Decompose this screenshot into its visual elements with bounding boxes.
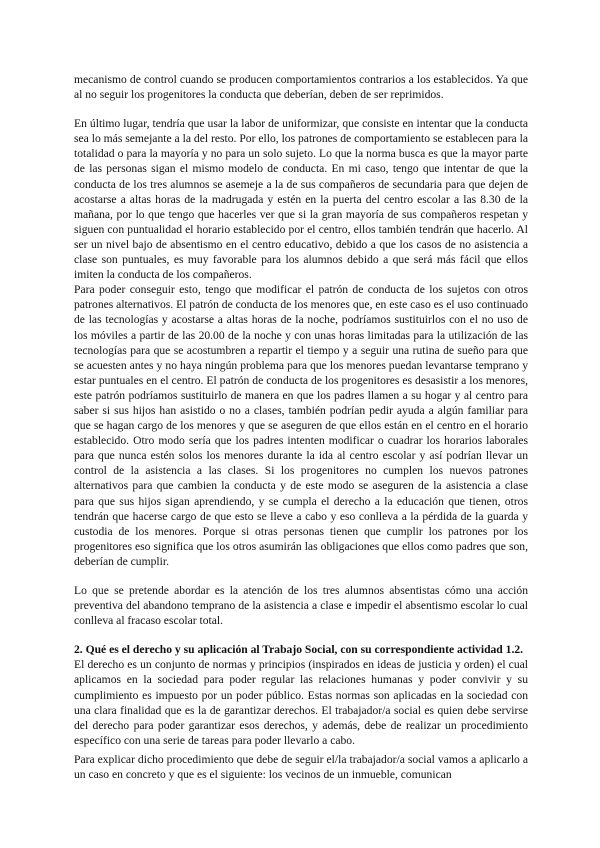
section-heading: 2. Qué es el derecho y su aplicación al Trabajo Social, con su correspondiente actividad 1.2. bbox=[74, 643, 524, 657]
paragraph-3: Para poder conseguir esto, tengo que modificar el patrón de conducta de los sujetos con otros patrones alternativos. El patrón de conducta de los menores que, en este caso es el uso continuado de las tecnologías y acostarse a altas horas de la noche, podríamos sustituirlos con el no uso de los móviles a partir de las 20.00 de la noche y con unas horas limitadas para la utilización de las tecnologías para que se acostumbren a repartir el tiempo y a seguir una rutina de sueño para que se acuesten antes y no haya ningún problema para que los menores puedan levantarse temprano y estar puntuales en el centro. El patrón de conducta de los progenitores es desasistir a los menores, este patrón podríamos sustituirlo de manera en que los padres llamen a su hogar y al centro para saber si sus hijos han asistido o no a clases, también podrían pedir ayuda a algún familiar para que se hagan cargo de los menores y que se aseguren de que ellos están en el centro en el horario establecido. Otro modo sería que los padres intenten modificar o cuadrar los horarios laborales para que nunca estén solos los menores durante la ida al centro escolar y así podrían llevar un control de la asistencia a las clases. Si los progenitores no cumplen los nuevos patrones alternativos para que cambien la conducta y de este modo se aseguren de la asistencia a clase para que sus hijos sigan aprendiendo, y se cumpla el derecho a la educación que tienen, otros tendrán que hacerse cargo de que esto se lleve a cabo y eso conlleva a la pérdida de la guarda y custodia de los menores. Porque si otras personas tienen que cumplir los patrones por los progenitores eso significa que los otros asumirán las obligaciones que ellos como padres que son, deberían de cumplir. bbox=[74, 283, 528, 568]
paragraph-5: El derecho es un conjunto de normas y principios (inspirados en ideas de justicia y orden) el cual aplicamos en la sociedad para poder regular las relaciones humanas y poder convivir y su cumplimiento es impuesto por un poder público. Estas normas son aplicadas en la sociedad con una clara finalidad que es la de garantizar derechos. El trabajador/a social es quien debe servirse del derecho para poder garantizar esos derechos, y además, debe de realizar un procedimiento específico con una serie de tareas para poder llevarlo a cabo. bbox=[74, 658, 528, 747]
paragraph-2: En último lugar, tendría que usar la labor de uniformizar, que consiste en intentar que la conducta sea lo más semejante a la del resto. Por ello, los patrones de comportamiento se establecen para la totalidad o para la mayoría y no para un solo sujeto. Lo que la norma busca es que la mayor parte de las personas sigan el mismo modelo de conducta. En mi caso, tengo que intentar de que la conducta de los tres alumnos se asemeje a la de sus compañeros de secundaria para que dejen de acostarse a altas horas de la madrugada y estén en la puerta del centro escolar a las 8.30 de la mañana, por lo que tengo que hacerles ver que si la gran mayoría de sus compañeros respetan y siguen con puntualidad el horario establecido por el centro, ellos también tendrán que hacerlo. Al ser un nivel bajo de absentismo en el centro educativo, debido a que los casos de no asistencia a clase son puntuales, es muy favorable para los alumnos debido a que será más fácil que ellos imiten la conducta de los compañeros. bbox=[74, 117, 528, 282]
document-page bbox=[74, 72, 528, 782]
paragraph-4: Lo que se pretende abordar es la atención de los tres alumnos absentistas cómo una acción preventiva del abandono temprano de la asistencia a clase e impedir el absentismo escolar lo cual conlleva al fracaso escolar total. bbox=[74, 584, 528, 628]
paragraph-1: mecanismo de control cuando se producen comportamientos contrarios a los establecidos. Ya que al no seguir los progenitores la conducta que deberían, deben de ser reprimidos. bbox=[74, 73, 528, 102]
paragraph-6: Para explicar dicho procedimiento que debe de seguir el/la trabajador/a social vamos a aplicarlo a un caso en concreto y que es el siguiente: los vecinos de un inmueble, comunican bbox=[74, 752, 528, 782]
